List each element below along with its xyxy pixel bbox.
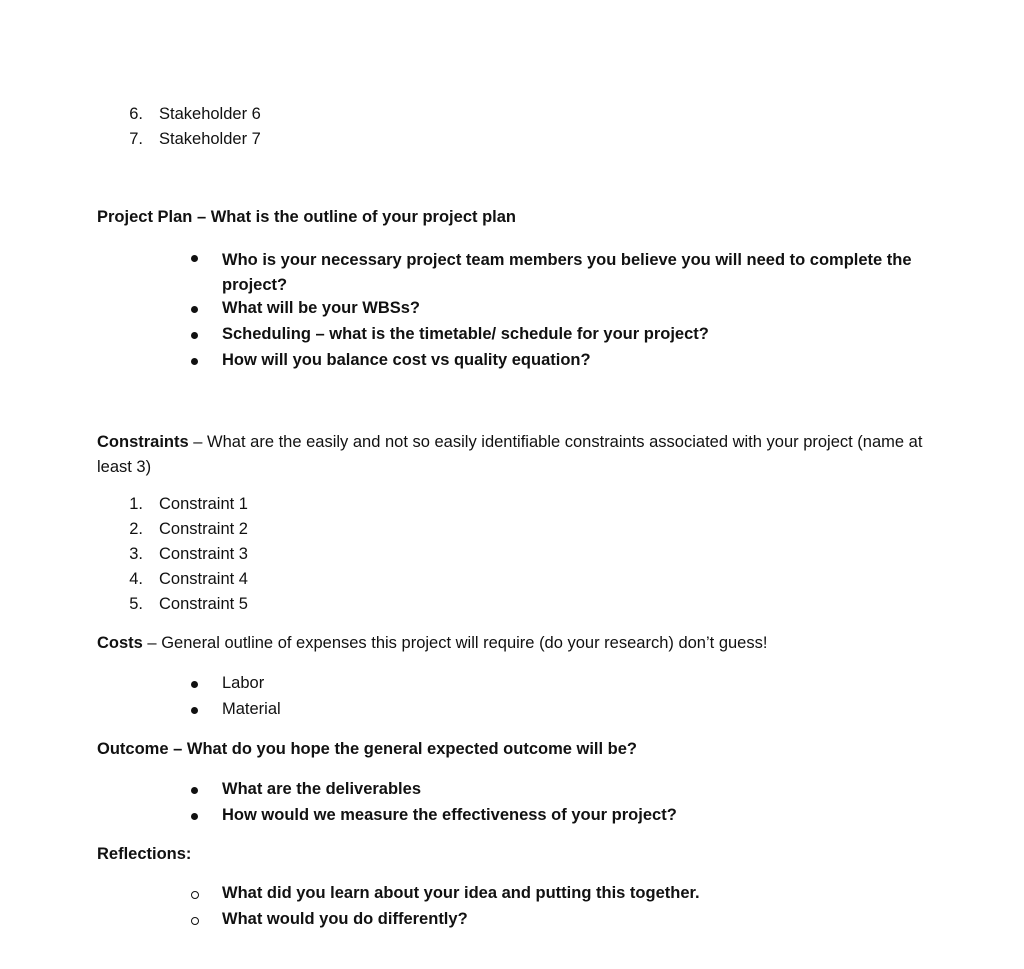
hollow-bullet-icon xyxy=(191,891,199,899)
list-item: Constraint 5 xyxy=(159,595,248,613)
list-item: Constraint 3 xyxy=(159,545,248,563)
bullet-icon xyxy=(191,813,198,820)
outcome-heading xyxy=(97,740,637,759)
list-item: Who is your necessary project team members you believe you will need to complete the project? xyxy=(222,251,912,294)
list-number: 4. xyxy=(129,570,143,588)
list-item: Constraint 1 xyxy=(159,495,248,513)
list-number: 3. xyxy=(129,545,143,563)
constraints-heading xyxy=(97,430,927,480)
list-item: How will you balance cost vs quality equation? xyxy=(222,351,591,369)
list-item: What will be your WBSs? xyxy=(222,299,421,317)
list-item: Constraint 4 xyxy=(159,570,248,588)
list-item: Material xyxy=(222,700,281,718)
list-item: What are the deliverables xyxy=(222,780,421,798)
list-number: 5. xyxy=(129,595,143,613)
list-item: What would you do differently? xyxy=(222,910,468,928)
reflections-heading: Reflections: xyxy=(97,845,192,863)
section-description: General outline of expenses this project will require (do your research) don’t guess! xyxy=(161,634,768,652)
list-number: 7. xyxy=(129,130,143,148)
costs-heading xyxy=(97,634,767,653)
list-item: Stakeholder 7 xyxy=(159,130,261,148)
list-item: Constraint 2 xyxy=(159,520,248,538)
project-plan-heading xyxy=(97,208,516,227)
list-item: Stakeholder 6 xyxy=(159,105,261,123)
bullet-icon xyxy=(191,787,198,794)
section-subtitle: What is the outline of your project plan xyxy=(210,208,516,226)
dash: – xyxy=(142,634,162,652)
list-item: How would we measure the effectiveness of your project? xyxy=(222,806,677,824)
list-number: 1. xyxy=(129,495,143,513)
list-item: What did you learn about your idea and putting this together. xyxy=(222,884,700,902)
dash: – xyxy=(168,740,187,758)
section-description: What are the easily and not so easily identifiable constraints associated with your project (name at least 3) xyxy=(97,433,923,476)
bullet-icon xyxy=(191,255,198,262)
section-subtitle: What do you hope the general expected outcome will be? xyxy=(186,740,638,758)
bullet-icon xyxy=(191,306,198,313)
hollow-bullet-icon xyxy=(191,917,199,925)
section-title: Outcome xyxy=(97,740,169,758)
list-number: 6. xyxy=(129,105,143,123)
bullet-icon xyxy=(191,707,198,714)
section-title: Costs xyxy=(97,634,143,652)
dash: – xyxy=(188,433,208,451)
bullet-icon xyxy=(191,358,198,365)
list-number: 2. xyxy=(129,520,143,538)
bullet-icon xyxy=(191,332,198,339)
bullet-icon xyxy=(191,681,198,688)
section-title: Constraints xyxy=(97,433,189,451)
dash: – xyxy=(192,208,211,226)
list-item: Scheduling – what is the timetable/ schedule for your project? xyxy=(222,325,709,343)
list-item: Labor xyxy=(222,674,265,692)
section-title: Project Plan xyxy=(97,208,193,226)
